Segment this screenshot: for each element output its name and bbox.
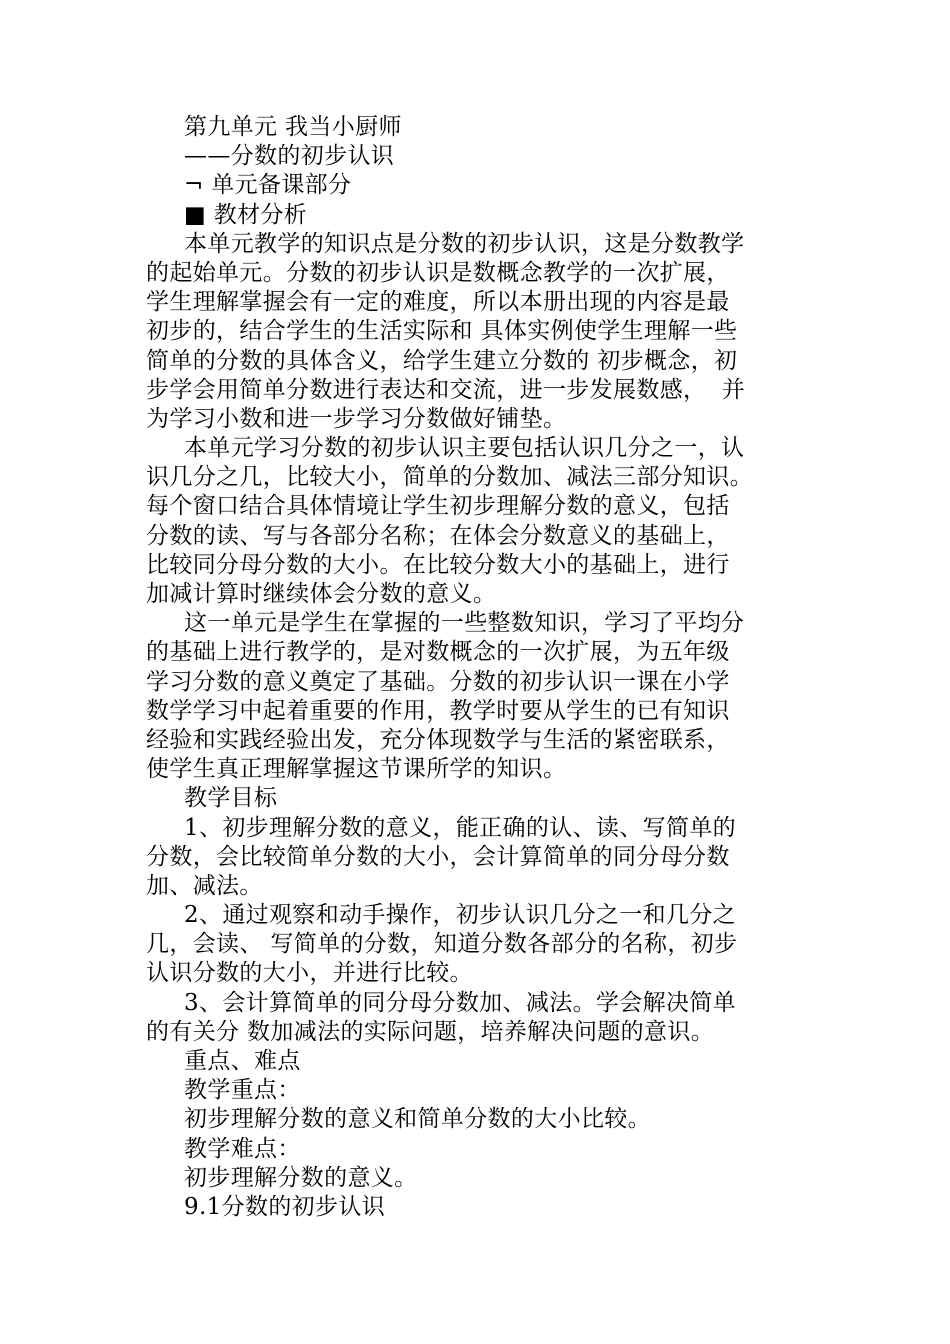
text-line: 每个窗口结合具体情境让学生初步理解分数的意义，包括: [146, 493, 730, 520]
text-line: 数学学习中起着重要的作用，教学时要从学生的已有知识: [146, 697, 730, 724]
text-line: 的起始单元。分数的初步认识是数概念教学的一次扩展，: [146, 259, 730, 286]
unit-subtitle: ——分数的初步认识: [184, 143, 395, 170]
text-line: 本单元学习分数的初步认识主要包括认识几分之一，认: [184, 435, 745, 462]
text-line: 步学会用简单分数进行表达和交流，进一步发展数感， 并: [146, 376, 746, 403]
text-line: 分数，会比较简单分数的大小，会计算简单的同分母分数: [146, 843, 730, 870]
document-page: [146, 113, 796, 1222]
text-line: 3、会计算简单的同分母分数加、减法。学会解决简单: [184, 989, 737, 1016]
lesson-heading: 9.1分数的初步认识: [184, 1193, 386, 1220]
unit-title: 第九单元 我当小厨师: [184, 114, 402, 140]
section-heading: ¬ 单元备课部分: [184, 172, 352, 199]
text-line: 这一单元是学生在掌握的一些整数知识，学习了平均分: [184, 610, 745, 637]
text-line: 的有关分 数加减法的实际问题，培养解决问题的意识。: [146, 1018, 715, 1045]
text-line: 分数的读、写与各部分名称；在体会分数意义的基础上，: [146, 522, 730, 549]
focus-heading: 教学重点：: [184, 1077, 301, 1104]
text-line: 认识分数的大小，并进行比较。: [146, 960, 473, 987]
text-line: 经验和实践经验出发，充分体现数学与生活的紧密联系，: [146, 726, 730, 753]
text-line: 2、通过观察和动手操作，初步认识几分之一和几分之: [184, 902, 737, 929]
text-line: 的基础上进行教学的，是对数概念的一次扩展，为五年级: [146, 639, 730, 666]
objectives-heading: 教学目标: [184, 785, 278, 812]
text-line: 使学生真正理解掌握这节课所学的知识。: [146, 756, 567, 783]
text-line: 学习分数的意义奠定了基础。分数的初步认识一课在小学: [146, 668, 730, 695]
text-line: 简单的分数的具体含义，给学生建立分数的 初步概念，初: [146, 347, 738, 374]
text-line: 本单元教学的知识点是分数的初步认识，这是分数教学: [184, 230, 745, 257]
key-points-heading: 重点、难点: [184, 1048, 301, 1074]
text-line: 加、减法。: [146, 872, 263, 899]
difficulty-heading: 教学难点：: [184, 1135, 301, 1162]
text-line: 学生理解掌握会有一定的难度，所以本册出现的内容是最: [146, 289, 730, 316]
text-line: 识几分之几，比较大小，简单的分数加、减法三部分知识。: [146, 464, 754, 491]
text-line: 初步的，结合学生的生活实际和 具体实例使学生理解一些: [146, 318, 738, 345]
text-line: 为学习小数和进一步学习分数做好铺垫。: [146, 405, 567, 432]
text-line: 初步理解分数的意义。: [184, 1164, 418, 1191]
text-line: 几，会读、 写简单的分数，知道分数各部分的名称，初步: [146, 931, 738, 958]
text-line: 加减计算时继续体会分数的意义。: [146, 581, 497, 607]
text-line: 比较同分母分数的大小。在比较分数大小的基础上，进行: [146, 551, 730, 578]
text-line: 初步理解分数的意义和简单分数的大小比较。: [184, 1106, 651, 1133]
subsection-heading: ■ 教材分析: [184, 201, 308, 228]
text-line: 1、初步理解分数的意义，能正确的认、读、写简单的: [184, 814, 737, 841]
